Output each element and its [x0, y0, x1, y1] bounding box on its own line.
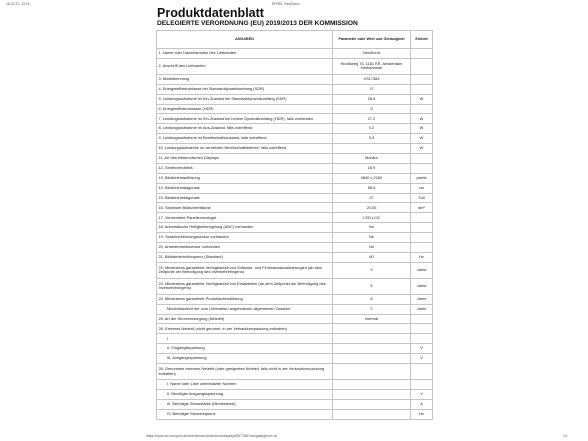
row-unit: Jahre [411, 304, 433, 314]
table-row [157, 58, 433, 74]
table-row [157, 364, 433, 380]
row-label: 1. Name oder Handelsmarke des Lieferanten [157, 49, 333, 59]
table-row [157, 203, 433, 213]
row-unit [411, 364, 433, 380]
table-row [157, 94, 433, 104]
row-value [333, 409, 411, 419]
row-value: 27.2 [333, 114, 411, 124]
row-label: 24. Mindestens garantierte Produktunterstützung [157, 294, 333, 304]
row-unit: Jahre [411, 278, 433, 294]
row-value: G [333, 104, 411, 114]
row-label: Mindestlaufzeit der vom Lieferanten angebotenen allgemeinen Garantie [157, 304, 333, 314]
row-value: Monitor [333, 154, 411, 164]
row-label: 2. Anschrift des Lieferanten [157, 58, 333, 74]
table-row [157, 213, 433, 223]
row-value [333, 344, 411, 354]
table-row [157, 389, 433, 399]
header-einheit: Einheit [411, 31, 433, 49]
table-header-row [157, 31, 433, 49]
table-row [157, 223, 433, 233]
row-label: 21. Bildwiederholfrequenz (Standard) [157, 252, 333, 262]
table-row [157, 144, 433, 154]
row-unit [411, 154, 433, 164]
table-row [157, 114, 433, 124]
row-unit [411, 104, 433, 114]
row-label: I. Name oder Liste unterstützter Normen [157, 380, 333, 390]
row-label: 19. Spracherkennungssensor vorhanden [157, 233, 333, 243]
row-label: IV. Benötigte Stromfrequenz [157, 409, 333, 419]
row-label: 13. Bildschirmauflösung [157, 173, 333, 183]
row-label: 25. Art der Stromversorgung (Netzteil) [157, 314, 333, 324]
document-subtitle: DELEGIERTE VERORDNUNG (EU) 2019/2013 DER KOMMISSION [157, 20, 358, 27]
row-value: 2 [333, 304, 411, 314]
row-label: 14. Bildschirmdiagonale [157, 183, 333, 193]
table-row [157, 163, 433, 173]
row-label: 8. Leistungsaufnahme im Aus-Zustand, falls zutreffend [157, 124, 333, 134]
row-value: 8 [333, 278, 411, 294]
row-unit [411, 84, 433, 94]
row-label: III. Ausgangsspannung [157, 354, 333, 364]
row-label: 12. Seitenverhältnis [157, 163, 333, 173]
header-angaben: ANGABEN [157, 31, 333, 49]
row-unit [411, 49, 433, 59]
row-value: G [333, 84, 411, 94]
row-value [333, 144, 411, 154]
row-unit [411, 58, 433, 74]
row-unit: W [411, 144, 433, 154]
row-value: VS17384 [333, 74, 411, 84]
table-row [157, 84, 433, 94]
row-unit [411, 324, 433, 334]
document-title: Produktdatenblatt [157, 6, 264, 20]
row-value: 68.5 [333, 183, 411, 193]
row-value: 60 [333, 252, 411, 262]
table-row [157, 104, 433, 114]
row-label: 26. Genormtes externes Netzteil (oder geeignetes Netzteil, falls nicht in der Verkaufsverpackung enthalten) [157, 364, 333, 380]
row-unit [411, 74, 433, 84]
row-unit: dm² [411, 203, 433, 213]
row-label: III. Benötigte Stromstärke (Mindestwert) [157, 399, 333, 409]
row-value [333, 354, 411, 364]
row-label: 5. Leistungsaufnahme im Ein-Zustand bei Standarddynamikumfang (SDR) [157, 94, 333, 104]
table-row [157, 354, 433, 364]
row-label: 23. Mindestens garantierte Verfügbarkeit von Ersatzteilen (ab dem Zeitpunkt der Beendigung des Inverkehrbringens) [157, 278, 333, 294]
row-unit [411, 223, 433, 233]
row-label: 20. Anwesenheitssensor vorhanden [157, 243, 333, 253]
table-row [157, 304, 433, 314]
table-row [157, 294, 433, 304]
row-label: 7. Leistungsaufnahme im Ein-Zustand bei hohem Dynamikumfang (HDR), falls vorhanden [157, 114, 333, 124]
row-unit: A [411, 399, 433, 409]
table-row [157, 233, 433, 243]
row-unit [411, 314, 433, 324]
row-label: 6. Energieeffizienzklasse (HDR) [157, 104, 333, 114]
table-row [157, 409, 433, 419]
table-row [157, 262, 433, 278]
row-label: II. Benötigte Ausgangsspannung [157, 389, 333, 399]
row-label: 3. Modellkennung [157, 74, 333, 84]
row-unit [411, 213, 433, 223]
row-unit [411, 243, 433, 253]
table-row [157, 134, 433, 144]
row-unit: Jahre [411, 262, 433, 278]
header-parameter: Parameter oder Wert und Genauigkeit [333, 31, 411, 49]
row-value [333, 334, 411, 344]
table-row [157, 380, 433, 390]
print-url: https://eprel.ec.europa.eu/screen/product/electronicdisplays/837788?navigatingfrom=qr [146, 434, 277, 438]
row-value: Hoofdweg 75, 1181 KR, Amsterdam Netherlands [333, 58, 411, 74]
row-unit [411, 380, 433, 390]
row-value: ViewSonic [333, 49, 411, 59]
row-value: 27 [333, 193, 411, 203]
table-row [157, 183, 433, 193]
table-row [157, 278, 433, 294]
row-unit: Hz [411, 252, 433, 262]
row-label: 17. Verwendete Paneltechnologie [157, 213, 333, 223]
table-row [157, 399, 433, 409]
row-unit: Zoll [411, 193, 433, 203]
row-value: 8 [333, 294, 411, 304]
row-label: 18. Automatische Helligkeitsregelung (ABC) vorhanden [157, 223, 333, 233]
row-label: 26. Externes Netzteil (nicht genormt, in der Verkaufsverpackung enthalten) [157, 324, 333, 334]
row-unit [411, 334, 433, 344]
table-row [157, 243, 433, 253]
row-unit: W [411, 134, 433, 144]
row-unit: V [411, 344, 433, 354]
row-value: No [333, 243, 411, 253]
row-label: 15. Bildschirmdiagonale [157, 193, 333, 203]
row-value: No [333, 233, 411, 243]
row-value [333, 389, 411, 399]
table-row [157, 334, 433, 344]
row-label: 11. Art des elektronischen Displays [157, 154, 333, 164]
table-row [157, 154, 433, 164]
table-row [157, 324, 433, 334]
row-value: 26.8 [333, 94, 411, 104]
row-label: 10. Leistungsaufnahme im vernetzten Bereitschaftsbetrieb, falls zutreffend [157, 144, 333, 154]
table-row [157, 173, 433, 183]
row-label: 16. Sichtbare Bildschirmfläche [157, 203, 333, 213]
row-value: 9 [333, 262, 411, 278]
table-row [157, 193, 433, 203]
row-value [333, 380, 411, 390]
row-value: LED LCD [333, 213, 411, 223]
row-unit: Jahre [411, 294, 433, 304]
row-label: 9. Leistungsaufnahme im Bereitschaftszustand, falls zutreffend [157, 134, 333, 144]
row-unit: Hz [411, 409, 433, 419]
row-value: 16:9 [333, 163, 411, 173]
row-value [333, 399, 411, 409]
table-row [157, 252, 433, 262]
row-value [333, 324, 411, 334]
row-unit: V [411, 389, 433, 399]
table-row [157, 314, 433, 324]
row-value: 3840 x 2160 [333, 173, 411, 183]
row-unit: pixels [411, 173, 433, 183]
table-row [157, 344, 433, 354]
print-page-number: 1/1 [563, 434, 568, 438]
row-value: Internal [333, 314, 411, 324]
row-unit: V [411, 354, 433, 364]
print-timestamp: 16.02.22, 13:18 [6, 2, 30, 6]
row-unit: W [411, 114, 433, 124]
product-data-table [156, 30, 433, 420]
row-label: 4. Energieeffizienzklasse bei Standarddynamikumfang (SDR) [157, 84, 333, 94]
row-value: No [333, 223, 411, 233]
row-unit [411, 163, 433, 173]
row-unit: cm [411, 183, 433, 193]
print-page-title: EPREL ViewSonic [272, 2, 300, 6]
row-label: 22. Mindestens garantierte Verfügbarkeit von Software- und Firmwareaktualisierungen (ab dem Zeitpunkt der Beendigung des Inverkehrbringens) [157, 262, 333, 278]
row-unit: W [411, 94, 433, 104]
row-value: 0.2 [333, 124, 411, 134]
row-unit: W [411, 124, 433, 134]
row-value: 0.3 [333, 134, 411, 144]
row-label: I. [157, 334, 333, 344]
row-unit [411, 233, 433, 243]
row-value: 20.05 [333, 203, 411, 213]
table-row [157, 124, 433, 134]
row-label: II. Eingangsspannung [157, 344, 333, 354]
table-row [157, 49, 433, 59]
table-row [157, 74, 433, 84]
row-value [333, 364, 411, 380]
